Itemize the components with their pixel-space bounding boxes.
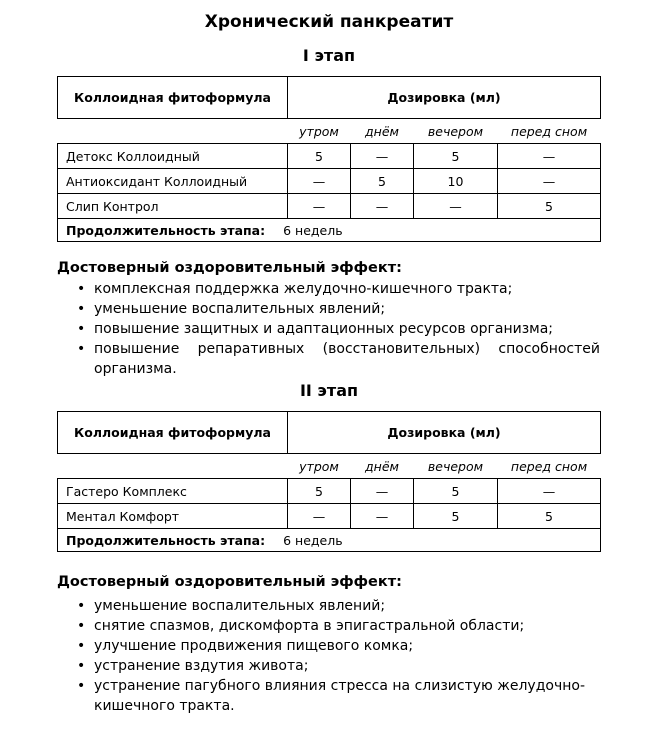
time-header-day: днём (365, 123, 399, 139)
formula-name: Ментал Комфорт (58, 504, 288, 529)
dose-cell: 5 (498, 194, 601, 219)
duration-row (58, 219, 601, 242)
list-item: • повышение защитных и адаптационных ресурсов организма; (77, 321, 554, 337)
page-title: Хронический панкреатит (204, 12, 454, 32)
dose-cell: — (414, 194, 498, 219)
duration-value: 6 недель (283, 532, 343, 548)
bullet-icon: • (77, 598, 86, 614)
list-item: • улучшение продвижения пищевого комка; (77, 638, 414, 654)
dose-cell: 5 (498, 504, 601, 529)
stage2-dosage-table (57, 411, 601, 552)
formula-name: Антиоксидант Коллоидный (58, 169, 288, 194)
dose-cell: — (498, 144, 601, 169)
blank-cell (58, 119, 288, 144)
formula-name: Слип Контрол (58, 194, 288, 219)
duration-label: Продолжительность этапа: (66, 532, 266, 548)
duration-value: 6 недель (283, 222, 343, 238)
formula-name: Детокс Коллоидный (58, 144, 288, 169)
dose-cell: 5 (414, 504, 498, 529)
dose-cell: 5 (351, 169, 414, 194)
time-header-morning: утром (299, 458, 339, 474)
formula-name: Гастеро Комплекс (58, 479, 288, 504)
blank-cell (58, 454, 288, 479)
dose-cell: — (288, 169, 351, 194)
list-item: • уменьшение воспалительных явлений; (77, 598, 386, 614)
dose-cell: — (498, 169, 601, 194)
table-row (58, 194, 601, 219)
list-item: • снятие спазмов, дискомфорта в эпигастральной области; (77, 618, 525, 634)
duration-row (58, 529, 601, 552)
bullet-icon: • (77, 618, 86, 634)
dose-cell: — (351, 479, 414, 504)
dosage-column-header: Дозировка (мл) (288, 412, 601, 454)
list-item: • устранение пагубного влияния стресса на слизистую желудочно-кишечного тракта. (77, 678, 585, 714)
list-item: • повышение репаративных (восстановительных) способностей организма. (77, 341, 600, 377)
bullet-icon: • (77, 341, 86, 357)
stage2-effect-heading: Достоверный оздоровительный эффект: (57, 574, 402, 590)
time-header-bedtime: перед сном (510, 458, 588, 474)
formula-column-header: Коллоидная фитоформула (58, 77, 288, 119)
table-row (58, 504, 601, 529)
dose-cell: 5 (414, 479, 498, 504)
stage1-heading: I этап (302, 46, 356, 65)
bullet-icon: • (77, 281, 86, 297)
bullet-icon: • (77, 638, 86, 654)
dose-cell: 5 (414, 144, 498, 169)
time-header-morning: утром (299, 123, 339, 139)
stage2-heading: II этап (299, 381, 359, 400)
stage1-effect-heading: Достоверный оздоровительный эффект: (57, 260, 402, 276)
dose-cell: 5 (288, 479, 351, 504)
dose-cell: — (351, 194, 414, 219)
dose-cell: — (351, 504, 414, 529)
bullet-icon: • (77, 658, 86, 674)
table-row (58, 479, 601, 504)
dosage-column-header: Дозировка (мл) (288, 77, 601, 119)
bullet-icon: • (77, 321, 86, 337)
bullet-icon: • (77, 678, 86, 694)
list-item: • комплексная поддержка желудочно-кишечного тракта; (77, 281, 513, 297)
table-row (58, 169, 601, 194)
time-header-bedtime: перед сном (510, 123, 588, 139)
list-item: • уменьшение воспалительных явлений; (77, 301, 386, 317)
bullet-icon: • (77, 301, 86, 317)
formula-column-header: Коллоидная фитоформула (58, 412, 288, 454)
time-header-day: днём (365, 458, 399, 474)
time-header-evening: вечером (427, 123, 484, 139)
stage2-effects-list (57, 596, 600, 716)
dose-cell: — (498, 479, 601, 504)
dose-cell: — (351, 144, 414, 169)
time-header-evening: вечером (427, 458, 484, 474)
dose-cell: 10 (414, 169, 498, 194)
dose-cell: — (288, 194, 351, 219)
table-row (58, 144, 601, 169)
stage1-effects-list (57, 279, 600, 379)
list-item: • устранение вздутия живота; (77, 658, 309, 674)
dose-cell: — (288, 504, 351, 529)
duration-label: Продолжительность этапа: (66, 222, 266, 238)
dose-cell: 5 (288, 144, 351, 169)
stage1-dosage-table (57, 76, 601, 242)
